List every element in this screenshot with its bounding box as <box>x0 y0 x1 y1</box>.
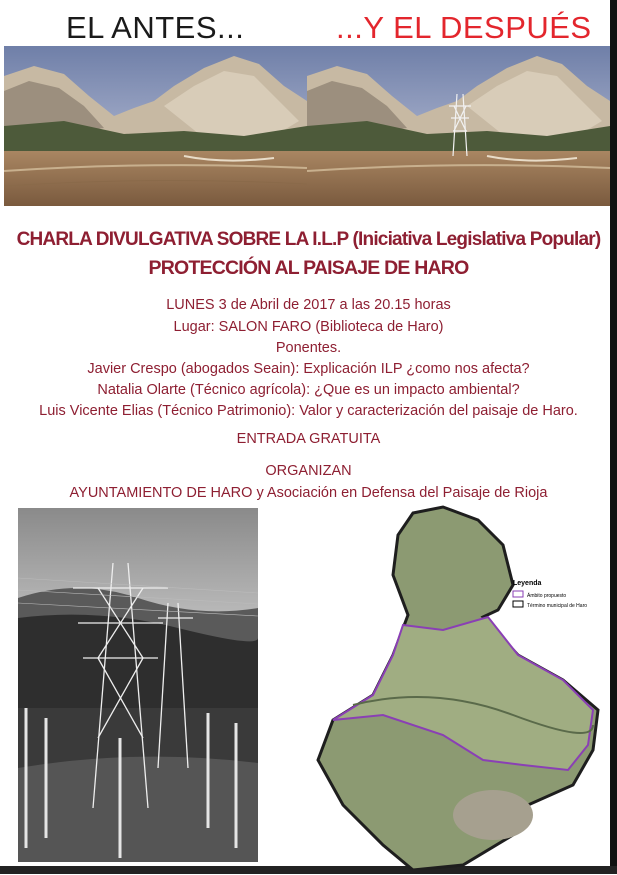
talk-subtitle: PROTECCIÓN AL PAISAJE DE HARO <box>148 257 469 279</box>
heading-before: EL ANTES... <box>66 10 245 45</box>
heading-after: ...Y EL DESPUÉS <box>336 10 592 45</box>
landscape-before-photo <box>4 46 307 206</box>
haro-municipal-map <box>313 505 606 870</box>
speaker-2: Natalia Olarte (Técnico agrícola): ¿Que es un impacto ambiental? <box>97 382 520 398</box>
organizers: AYUNTAMIENTO DE HARO y Asociación en Defensa del Paisaje de Rioja <box>69 485 548 501</box>
event-date: LUNES 3 de Abril de 2017 a las 20.15 horas <box>166 297 451 313</box>
organizers-heading: ORGANIZAN <box>265 463 352 479</box>
speaker-3: Luis Vicente Elias (Técnico Patrimonio): Valor y caracterización del paisaje de Haro. <box>39 403 578 419</box>
landscape-after-photo <box>307 46 610 206</box>
map-legend <box>513 580 587 609</box>
legend-swatch-proposed <box>513 591 523 597</box>
event-place: Lugar: SALON FARO (Biblioteca de Haro) <box>173 319 444 335</box>
legend-swatch-municipal <box>513 601 523 607</box>
talk-title: CHARLA DIVULGATIVA SOBRE LA I.L.P (Iniciativa Legislativa Popular) <box>16 229 601 250</box>
speaker-1: Javier Crespo (abogados Seain): Explicación ILP ¿como nos afecta? <box>87 361 530 377</box>
legend-item-proposed: Ámbito propuesto <box>527 593 567 599</box>
legend-title: Leyenda <box>513 580 542 587</box>
legend-item-municipal: Término municipal de Haro <box>527 603 588 609</box>
speakers-heading: Ponentes. <box>275 340 342 356</box>
power-lines-photo <box>18 508 258 862</box>
entry-info: ENTRADA GRATUITA <box>236 431 381 447</box>
